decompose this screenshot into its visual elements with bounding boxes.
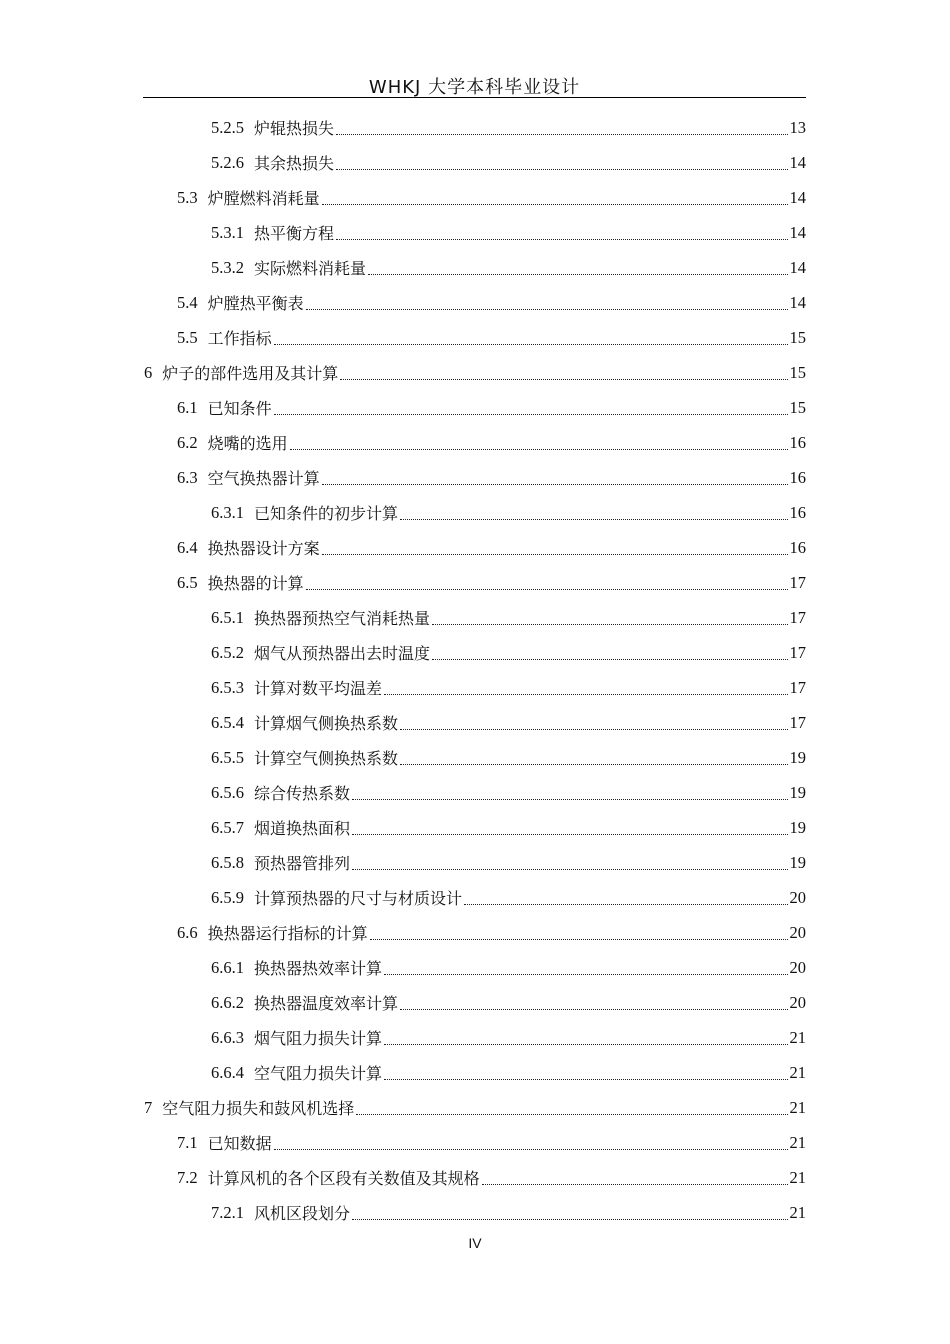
toc-dot-leader [336,168,787,170]
toc-entry-page: 16 [789,502,806,522]
toc-entry-page: 20 [789,992,806,1012]
toc-dot-leader [340,378,787,380]
toc-dot-leader [306,308,788,310]
toc-entry-number: 6 [144,362,153,382]
toc-entry-title: 实际燃料消耗量 [254,259,367,278]
toc-dot-leader [336,238,787,240]
table-of-contents [0,110,950,1230]
toc-dot-leader [400,728,787,730]
toc-entry-line [211,670,806,705]
toc-entry-line [211,110,806,145]
toc-entry-number: 6.5.1 [211,607,244,627]
toc-entry-title: 炉辊热损失 [254,119,335,138]
toc-entry-title: 炉膛燃料消耗量 [207,189,320,208]
toc-entry-line [177,460,806,495]
toc-entry-line [177,425,806,460]
toc-entry[interactable] [0,145,950,180]
toc-entry-page: 20 [789,922,806,942]
toc-entry[interactable] [0,880,950,915]
toc-entry-page: 19 [789,817,806,837]
toc-entry-title: 预热器管排列 [254,854,351,873]
toc-entry-line [211,985,806,1020]
toc-entry[interactable] [0,355,950,390]
toc-entry-number: 5.3 [177,187,198,207]
toc-entry-line [211,1195,806,1230]
toc-entry-page: 14 [789,187,806,207]
toc-entry-title: 炉膛热平衡表 [207,294,304,313]
toc-entry-number: 7 [144,1097,153,1117]
toc-entry-title: 计算预热器的尺寸与材质设计 [254,889,463,908]
toc-entry-page: 14 [789,152,806,172]
toc-dot-leader [274,413,788,415]
toc-entry-title: 已知条件 [207,399,272,418]
toc-entry[interactable] [0,320,950,355]
toc-entry[interactable] [0,285,950,320]
toc-entry-number: 6.5.2 [211,642,244,662]
toc-entry[interactable] [0,600,950,635]
toc-entry-page: 14 [789,292,806,312]
toc-entry-number: 6.1 [177,397,198,417]
toc-dot-leader [274,1148,788,1150]
toc-entry-number: 6.2 [177,432,198,452]
toc-entry-number: 6.5.5 [211,747,244,767]
toc-entry-page: 13 [789,117,806,137]
toc-entry-number: 7.2.1 [211,1202,244,1222]
toc-entry[interactable] [0,180,950,215]
toc-entry-page: 17 [789,677,806,697]
toc-entry[interactable] [0,845,950,880]
toc-entry-line [211,705,806,740]
toc-dot-leader [356,1113,787,1115]
toc-entry-line [211,740,806,775]
toc-entry-title: 计算对数平均温差 [254,679,383,698]
toc-dot-leader [352,868,787,870]
toc-dot-leader [336,133,787,135]
toc-entry-title: 换热器热效率计算 [254,959,383,978]
toc-entry-number: 6.5.6 [211,782,244,802]
toc-entry-line [177,390,806,425]
toc-entry-title: 空气换热器计算 [207,469,320,488]
toc-entry[interactable] [0,1090,950,1125]
toc-entry[interactable] [0,215,950,250]
toc-entry[interactable] [0,495,950,530]
header-title: WHKJ 大学本科毕业设计 [368,77,581,98]
page-header [143,70,806,98]
toc-entry-title: 工作指标 [207,329,272,348]
toc-entry-number: 5.3.2 [211,257,244,277]
toc-entry[interactable] [0,1160,950,1195]
toc-entry-number: 5.5 [177,327,198,347]
toc-dot-leader [370,938,788,940]
toc-entry[interactable] [0,460,950,495]
toc-entry-title: 计算风机的各个区段有关数值及其规格 [207,1169,480,1188]
toc-entry-number: 6.6.1 [211,957,244,977]
toc-entry-number: 6.6 [177,922,198,942]
toc-entry-page: 17 [789,572,806,592]
toc-entry-page: 20 [789,957,806,977]
toc-dot-leader [464,903,787,905]
toc-entry-page: 19 [789,852,806,872]
toc-dot-leader [322,203,788,205]
toc-entry[interactable] [0,670,950,705]
toc-entry-line [177,1125,806,1160]
toc-dot-leader [400,518,787,520]
toc-entry[interactable] [0,1020,950,1055]
toc-entry-title: 空气阻力损失和鼓风机选择 [162,1099,355,1118]
toc-entry-page: 16 [789,537,806,557]
toc-entry-title: 换热器温度效率计算 [254,994,399,1013]
toc-dot-leader [400,763,787,765]
toc-entry-number: 6.3 [177,467,198,487]
toc-entry-title: 换热器运行指标的计算 [207,924,368,943]
toc-entry[interactable] [0,425,950,460]
toc-entry-page: 21 [789,1167,806,1187]
toc-entry-title: 已知数据 [207,1134,272,1153]
toc-entry-page: 19 [789,747,806,767]
toc-entry-number: 5.3.1 [211,222,244,242]
toc-entry[interactable] [0,950,950,985]
toc-dot-leader [432,623,787,625]
toc-dot-leader [384,1043,787,1045]
toc-entry-title: 空气阻力损失计算 [254,1064,383,1083]
toc-entry[interactable] [0,705,950,740]
toc-entry-number: 6.5.3 [211,677,244,697]
toc-entry-page: 16 [789,467,806,487]
toc-dot-leader [384,973,787,975]
toc-entry-title: 烟道换热面积 [254,819,351,838]
toc-entry-page: 14 [789,222,806,242]
toc-entry-title: 综合传热系数 [254,784,351,803]
toc-entry-number: 6.5.4 [211,712,244,732]
toc-entry-number: 6.5 [177,572,198,592]
toc-entry-title: 计算空气侧换热系数 [254,749,399,768]
toc-entry-line [144,355,806,390]
toc-entry-number: 6.3.1 [211,502,244,522]
toc-entry-title: 烧嘴的选用 [207,434,288,453]
toc-dot-leader [368,273,787,275]
toc-entry[interactable] [0,985,950,1020]
toc-entry[interactable] [0,635,950,670]
toc-entry[interactable] [0,1195,950,1230]
toc-entry[interactable] [0,110,950,145]
toc-entry[interactable] [0,390,950,425]
toc-dot-leader [384,1078,787,1080]
toc-entry[interactable] [0,1125,950,1160]
toc-entry-page: 16 [789,432,806,452]
toc-entry-line [211,950,806,985]
toc-entry-number: 6.4 [177,537,198,557]
toc-dot-leader [352,1218,787,1220]
toc-dot-leader [352,798,787,800]
toc-entry-page: 15 [789,327,806,347]
toc-entry-line [211,600,806,635]
toc-entry-title: 烟气从预热器出去时温度 [254,644,431,663]
toc-entry-line [211,1055,806,1090]
toc-dot-leader [274,343,788,345]
toc-dot-leader [400,1008,787,1010]
toc-dot-leader [322,553,788,555]
toc-entry-line [177,530,806,565]
toc-entry[interactable] [0,740,950,775]
toc-entry-page: 21 [789,1097,806,1117]
toc-entry-page: 14 [789,257,806,277]
toc-entry-number: 6.5.9 [211,887,244,907]
toc-entry[interactable] [0,810,950,845]
toc-entry-line [177,1160,806,1195]
toc-entry-page: 21 [789,1132,806,1152]
toc-dot-leader [482,1183,788,1185]
toc-entry-title: 已知条件的初步计算 [254,504,399,523]
toc-entry-line [211,215,806,250]
header-divider [143,97,806,98]
toc-entry[interactable] [0,565,950,600]
toc-entry-page: 17 [789,607,806,627]
toc-entry-number: 6.5.7 [211,817,244,837]
toc-entry-line [177,565,806,600]
toc-entry-page: 17 [789,642,806,662]
toc-entry-line [211,1020,806,1055]
toc-entry[interactable] [0,915,950,950]
toc-entry-page: 15 [789,397,806,417]
toc-entry-line [211,845,806,880]
toc-entry-title: 换热器设计方案 [207,539,320,558]
toc-dot-leader [384,693,787,695]
toc-entry-line [177,320,806,355]
toc-entry-title: 风机区段划分 [254,1204,351,1223]
toc-entry[interactable] [0,250,950,285]
page-number: IV [468,1235,482,1251]
toc-entry-number: 5.4 [177,292,198,312]
toc-entry-title: 热平衡方程 [254,224,335,243]
toc-entry[interactable] [0,530,950,565]
toc-entry-line [211,495,806,530]
toc-entry-title: 烟气阻力损失计算 [254,1029,383,1048]
toc-entry-line [211,250,806,285]
toc-entry-title: 炉子的部件选用及其计算 [162,364,339,383]
toc-dot-leader [306,588,788,590]
toc-dot-leader [352,833,787,835]
toc-dot-leader [432,658,787,660]
toc-entry-page: 19 [789,782,806,802]
toc-dot-leader [322,483,788,485]
toc-entry-line [211,810,806,845]
toc-entry-page: 20 [789,887,806,907]
toc-entry-line [211,635,806,670]
toc-entry-line [211,775,806,810]
toc-entry-page: 15 [789,362,806,382]
toc-entry-line [211,880,806,915]
toc-entry[interactable] [0,1055,950,1090]
toc-entry-line [144,1090,806,1125]
toc-entry-number: 6.6.4 [211,1062,244,1082]
toc-entry-line [177,915,806,950]
toc-entry-line [177,285,806,320]
toc-entry-number: 5.2.5 [211,117,244,137]
toc-entry-page: 21 [789,1202,806,1222]
toc-entry[interactable] [0,775,950,810]
toc-entry-page: 17 [789,712,806,732]
toc-entry-title: 计算烟气侧换热系数 [254,714,399,733]
toc-entry-line [177,180,806,215]
toc-entry-page: 21 [789,1062,806,1082]
toc-entry-title: 换热器预热空气消耗热量 [254,609,431,628]
toc-entry-number: 7.2 [177,1167,198,1187]
toc-entry-number: 6.6.2 [211,992,244,1012]
toc-entry-number: 5.2.6 [211,152,244,172]
toc-entry-page: 21 [789,1027,806,1047]
toc-entry-number: 6.5.8 [211,852,244,872]
toc-entry-title: 换热器的计算 [207,574,304,593]
toc-entry-title: 其余热损失 [254,154,335,173]
toc-entry-number: 7.1 [177,1132,198,1152]
toc-entry-line [211,145,806,180]
toc-entry-number: 6.6.3 [211,1027,244,1047]
toc-dot-leader [290,448,788,450]
